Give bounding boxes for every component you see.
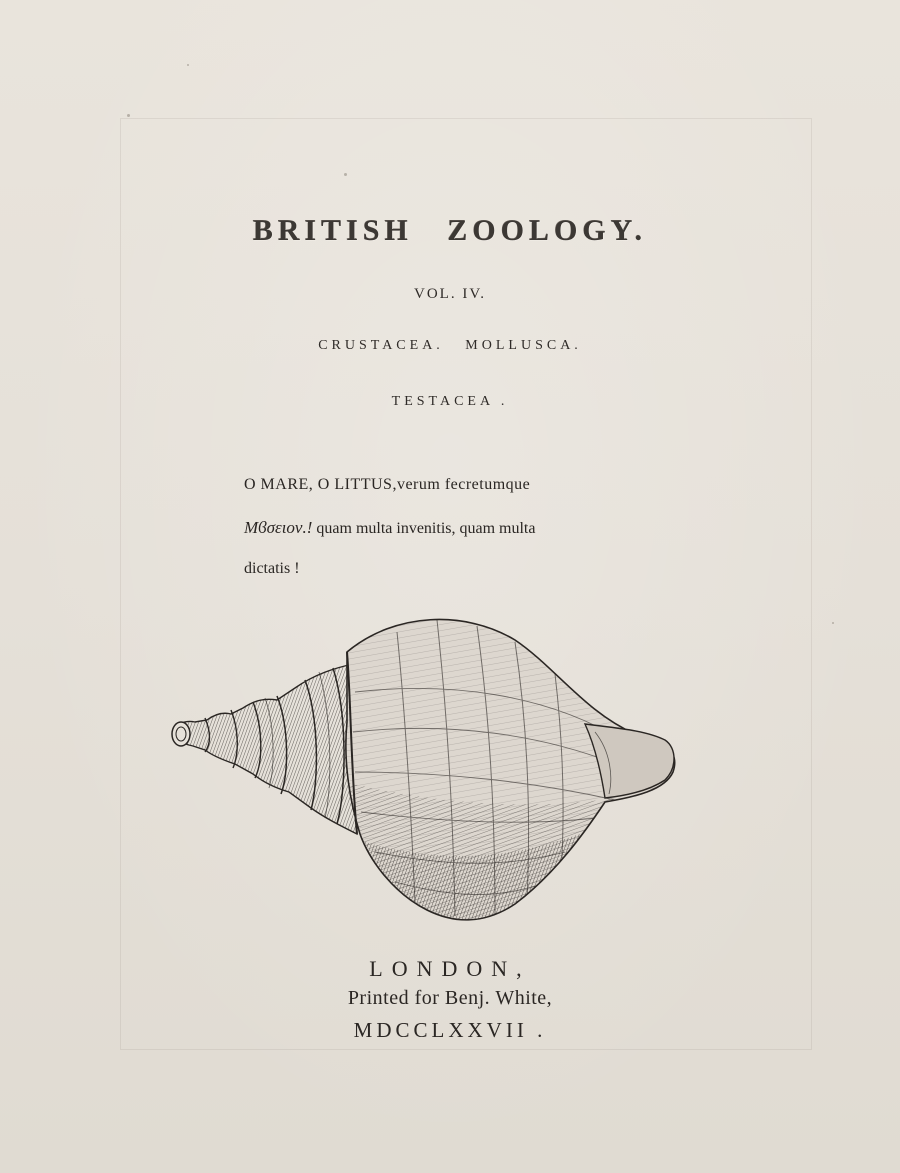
paper-speck	[344, 173, 347, 176]
imprint-printer: Printed for Benj. White,	[347, 987, 553, 1009]
motto-latin-text: quam multa invenitis, quam multa	[316, 520, 536, 537]
paper-speck	[187, 64, 189, 66]
volume-number: VOL. IV.	[414, 286, 486, 302]
book-title: BRITISH ZOOLOGY.	[252, 214, 648, 247]
volume-subjects: CRUSTACEA. MOLLUSCA.	[318, 338, 582, 353]
imprint-year: MDCCLXXVII .	[353, 1018, 547, 1042]
paper-speck	[127, 114, 130, 117]
motto-line-3: dictatis !	[244, 560, 300, 577]
motto-line-1: O MARE, O LITTUS,verum fecretumque	[244, 476, 531, 493]
imprint-city: LONDON,	[369, 956, 531, 981]
motto-line-2	[244, 518, 535, 538]
volume-subheading: TESTACEA .	[391, 394, 509, 409]
paper-speck	[832, 622, 834, 624]
motto-greek-word: Μϐσειον.!	[244, 518, 313, 537]
conch-shell-engraving-icon	[165, 612, 685, 927]
